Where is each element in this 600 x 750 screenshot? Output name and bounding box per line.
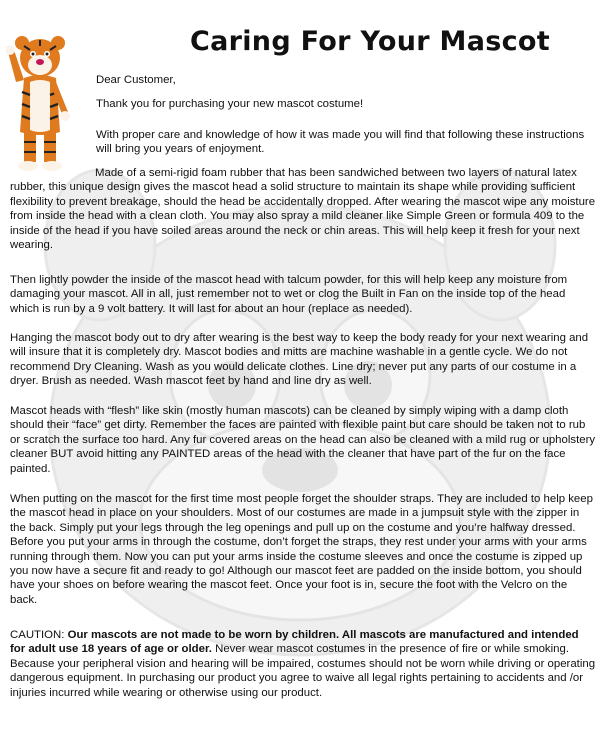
salutation: Dear Customer, — [96, 74, 176, 86]
tiger-mascot-icon — [6, 32, 74, 172]
thanks-line: Thank you for purchasing your new mascot costume! — [96, 98, 364, 110]
page-title: Caring For Your Mascot — [190, 26, 550, 57]
caution-label: CAUTION: — [10, 629, 65, 641]
paragraph-flesh-heads: Mascot heads with “flesh” like skin (mostly human mascots) can be cleaned by simply wiping with a damp cloth should their “face” get dirty. Remember the faces are painted with flexible paint but care should be taken not to rub or scratch the surface too hard. Any fur covered areas on the head can also be cleaned with a mild rug or upholstery cleaner BUT avoid hitting any PAINTED areas of the head with the cleaner that have part of the fur on the face painted. — [10, 405, 596, 475]
paragraph-powder: Then lightly powder the inside of the mascot head with talcum powder, for this will help keep any moisture from damaging your mascot. All in all, just remember not to wet or clog the Built in Fan on the inside top of the head which is run by a 9 volt battery. It will last for about an hour (replace as needed). — [10, 274, 568, 315]
paragraph-head-care: Made of a semi-rigid foam rubber that has been sandwiched between two layers of natural latex rubber, this unique design gives the mascot head a solid structure to maintain its shape while providing sufficient flexibility to prevent breakage, should the head be accidentally dropped. After wearing the mascot wipe any moisture from inside the head with a clean cloth. You may also spray a mild cleaner like Simple Green or formula 409 to the inside of the head if you have soiled areas around the neck or chin areas. This will help keep it fresh for your next wearing. — [10, 167, 596, 252]
paragraph-body-care: Hanging the mascot body out to dry after wearing is the best way to keep the body ready for your next wearing and will insure that it is completely dry. Mascot bodies and mitts are machine washable in a gentle cycle. We do not recommend Dry Cleaning. Wash as you would delicate clothes. Line dry; never put any parts of our costume in a dryer. Brush as needed. Wash mascot feet by hand and line dry as well. — [10, 332, 589, 388]
caution-paragraph — [10, 628, 596, 700]
caution-rest-text: Never wear mascot costumes in the presence of fire or while smoking. Because your peripheral vision and hearing will be impaired, costumes should not be worn while driving or operating dangerous equipment. In purchasing our product you agree to waive all legal rights pertaining to accidents and /or injuries incurred while wearing or otherwise using our product. — [10, 643, 596, 699]
paragraph-wearing: When putting on the mascot for the first time most people forget the shoulder straps. They are included to help keep the mascot head in place on your shoulders. Most of our costumes are made in a jumpsuit style with the zipper in the back. Simply put your legs through the leg openings and pull up on the costume and you’re halfway dressed. Before you put your arms in through the costume, don’t forget the straps, they rest under your arms with your arms running through them. Now you can put your arms inside the costume sleeves and once the costume is zipped up you now have a secure fit and ready to go! Although our mascot feet are padded on the inside bottom, you should have your shoes on before wearing the mascot feet. Once your foot is in, secure the foot with the Velcro on the back. — [10, 493, 593, 606]
intro-paragraph: With proper care and knowledge of how it was made you will find that following these instructions will bring you years of enjoyment. — [96, 129, 585, 156]
caution-bold-text: Our mascots are not made to be worn by children. All mascots are manufactured and intended for adult use 18 years of age or older. — [10, 629, 579, 656]
